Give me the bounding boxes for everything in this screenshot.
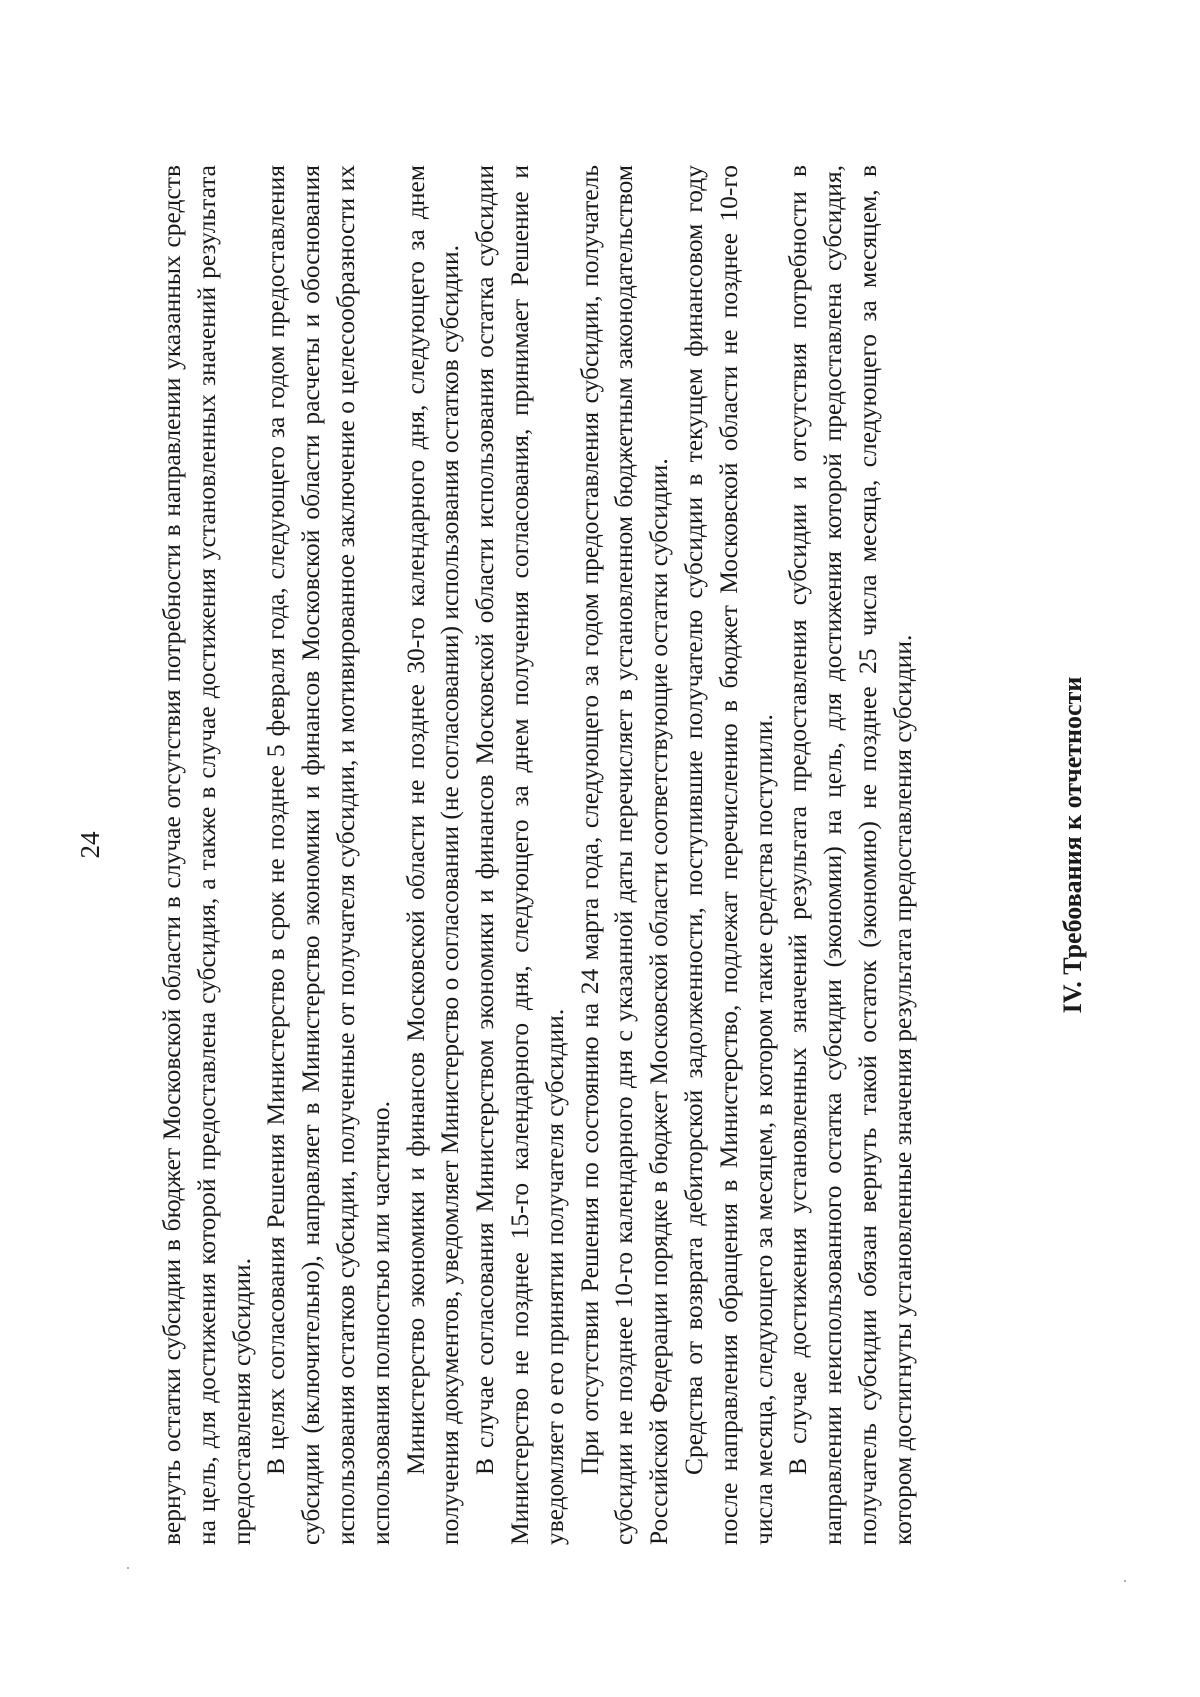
paragraph: При отсутствии Решения по состоянию на 24 марта года, следующего за годом предоставления субсидии, получатель субсидии не позднее 10-го календарного дня с указанной даты перечисляет в установленном бюджетным законодательством Российской Федерации порядке в бюджет Московской области соответствующие остатки субсидии.	[574, 165, 674, 1545]
page-number: 24	[75, 831, 105, 859]
paragraph: В случае согласования Министерством экономики и финансов Московской области использования остатка субсидии Министерство не позднее 15-го календарного дня, следующего за днем получения согласования, принимает Решение и уведомляет о его принятии получателя субсидии.	[470, 165, 569, 1545]
paragraph: Министерство экономики и финансов Московской области не позднее 30-го календарного дня, следующего за днем получения документов, уведомляет Министерство о согласовании (не согласовании) использования остатков субсидии.	[400, 165, 465, 1545]
paragraph: В целях согласования Решения Министерство в срок не позднее 5 февраля года, следующего за годом предоставления субсидии (включительно), направляет в Министерство экономики и финансов Московской области расчеты и обоснования использования остатков субсидии, полученные от получателя субсидии, и мотивированное заключение о целесообразности их использования полностью или частично.	[261, 165, 395, 1545]
section-heading: IV. Требования к отчетности	[1058, 676, 1087, 1014]
paragraph: В случае достижения установленных значений результата предоставления субсидии и отсутствия потребности в направлении неиспользованного остатка субсидии (экономии) на цель, для достижения которой предоставлена субсидия, получатель субсидии обязан вернуть такой остаток (экономию) не позднее 25 числа месяца, следующего за месяцем, в котором достигнуты установленные значения результата предоставления субсидии.	[783, 165, 917, 1545]
document-body	[155, 165, 921, 1545]
paragraph-continuation: вернуть остатки субсидии в бюджет Московской области в случае отсутствия потребности в направлении указанных средств на цель, для достижения которой предоставлена субсидия, а также в случае достижения установленных значений результата предоставления субсидии.	[157, 165, 256, 1545]
rotated-page-content	[55, 75, 1145, 1615]
scan-speck	[1124, 1580, 1126, 1582]
paragraph: Средства от возврата дебиторской задолженности, поступившие получателю субсидии в текущем финансовом году после направления обращения в Министерство, подлежат перечислению в бюджет Московской области не позднее 10-го числа месяца, следующего за месяцем, в котором такие средства поступили.	[678, 165, 778, 1545]
scan-speck	[127, 1567, 129, 1569]
